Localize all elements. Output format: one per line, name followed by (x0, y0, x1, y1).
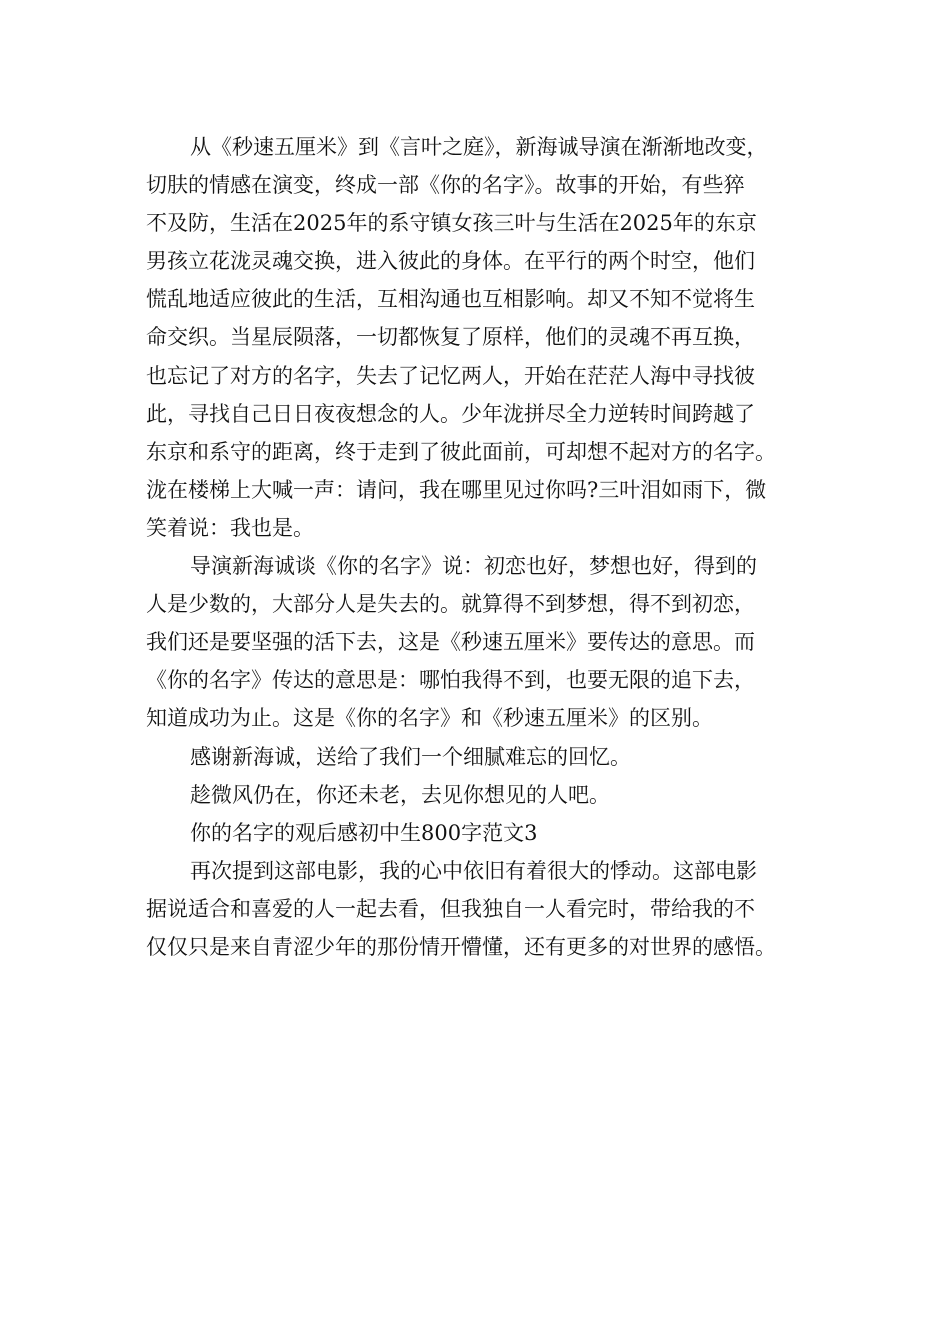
text-line: 知道成功为止。这是《你的名字》和《秒速五厘米》的区别。 (146, 706, 713, 731)
text-line: 你的名字的观后感初中生800字范文3 (190, 820, 538, 845)
text-line: 泷在楼梯上大喊一声：请问，我在哪里见过你吗?三叶泪如雨下，微 (146, 477, 767, 502)
text-line: 趁微风仍在，你还未老，去见你想见的人吧。 (190, 782, 610, 807)
paragraph (146, 128, 826, 547)
text-line: 命交织。当星辰陨落，一切都恢复了原样，他们的灵魂不再互换， (146, 325, 755, 350)
paragraph (146, 852, 826, 966)
text-line: 我们还是要坚强的活下去，这是《秒速五厘米》要传达的意思。而 (146, 630, 755, 655)
text-line: 仅仅只是来自青涩少年的那份情开懵懂，还有更多的对世界的感悟。 (146, 934, 776, 959)
text-line: 据说适合和喜爱的人一起去看，但我独自一人看完时，带给我的不 (146, 896, 755, 921)
text-line: 不及防，生活在2025年的系守镇女孩三叶与生活在2025年的东京 (146, 211, 757, 236)
text-line: 男孩立花泷灵魂交换，进入彼此的身体。在平行的两个时空，他们 (146, 249, 755, 274)
section-heading (146, 814, 826, 852)
text-line: 《你的名字》传达的意思是：哪怕我得不到，也要无限的追下去， (146, 668, 755, 693)
paragraph (146, 547, 826, 737)
text-line: 再次提到这部电影，我的心中依旧有着很大的悸动。这部电影 (190, 858, 757, 883)
paragraph (146, 776, 826, 814)
text-line: 人是少数的，大部分人是失去的。就算得不到梦想，得不到初恋， (146, 592, 755, 617)
text-line: 东京和系守的距离，终于走到了彼此面前，可却想不起对方的名字。 (146, 439, 776, 464)
text-line: 笑着说：我也是。 (146, 515, 314, 540)
text-line: 从《秒速五厘米》到《言叶之庭》，新海诚导演在渐渐地改变， (190, 135, 768, 159)
text-line: 此，寻找自己日日夜夜想念的人。少年泷拼尽全力逆转时间跨越了 (146, 401, 755, 426)
text-line: 切肤的情感在演变，终成一部《你的名字》。故事的开始，有些猝 (146, 173, 745, 198)
document-body (146, 128, 826, 966)
paragraph (146, 738, 826, 776)
text-line: 感谢新海诚，送给了我们一个细腻难忘的回忆。 (190, 744, 631, 769)
text-line: 导演新海诚谈《你的名字》说：初恋也好，梦想也好，得到的 (190, 554, 757, 579)
text-line: 慌乱地适应彼此的生活，互相沟通也互相影响。却又不知不觉将生 (146, 287, 755, 312)
text-line: 也忘记了对方的名字，失去了记忆两人，开始在茫茫人海中寻找彼 (146, 363, 755, 388)
